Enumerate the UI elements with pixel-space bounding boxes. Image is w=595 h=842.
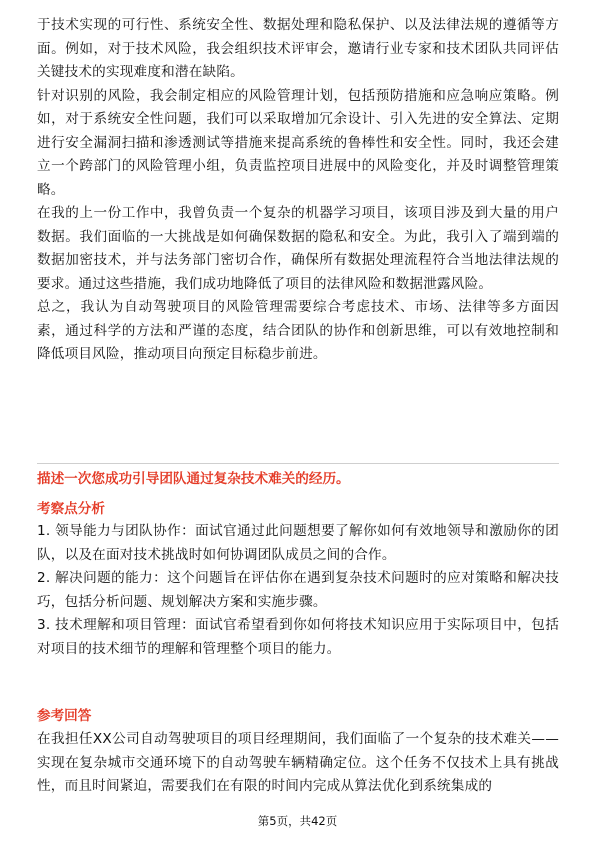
- answer-section: [37, 705, 559, 799]
- answer-text: 在我担任XX公司自动驾驶项目的项目经理期间，我们面临了一个复杂的技术难关——实现在复杂城市交通环境下的自动驾驶车辆精确定位。这个任务不仅技术上具有挑战性，而且时间紧迫，需要我们在有限的时间内完成从算法优化到系统集成的: [37, 731, 559, 794]
- section-divider: [37, 463, 559, 464]
- interview-question: 描述一次您成功引导团队通过复杂技术难关的经历。: [37, 471, 350, 487]
- body-paragraph: 于技术实现的可行性、系统安全性、数据处理和隐私保护、以及法律法规的遵循等方面。例如，对于技术风险，我会组织技术评审会，邀请行业专家和技术团队共同评估关键技术的实现难度和潜在缺陷。: [37, 17, 559, 80]
- analysis-section: [37, 498, 559, 661]
- answer-heading: 参考回答: [37, 708, 92, 724]
- page-number: 第5页，共42页: [257, 814, 338, 828]
- body-paragraph: 总之，我认为自动驾驶项目的风险管理需要综合考虑技术、市场、法律等多方面因素，通过科学的方法和严谨的态度，结合团队的协作和创新思维，可以有效地控制和降低项目风险，推动项目向预定目标稳步前进。: [37, 299, 559, 362]
- analysis-item: 2. 解决问题的能力：这个问题旨在评估你在遇到复杂技术问题时的应对策略和解决技巧，包括分析问题、规划解决方案和实施步骤。: [37, 570, 559, 610]
- analysis-item: 1. 领导能力与团队协作：面试官通过此问题想要了解你如何有效地领导和激励你的团队，以及在面对技术挑战时如何协调团队成员之间的合作。: [37, 523, 559, 563]
- analysis-heading: 考察点分析: [37, 501, 105, 517]
- analysis-item: 3. 技术理解和项目管理：面试官希望看到你如何将技术知识应用于实际项目中，包括对项目的技术细节的理解和管理整个项目的能力。: [37, 617, 559, 657]
- body-paragraph: 在我的上一份工作中，我曾负责一个复杂的机器学习项目，该项目涉及到大量的用户数据。我们面临的一大挑战是如何确保数据的隐私和安全。为此，我引入了端到端的数据加密技术，并与法务部门密切合作，确保所有数据处理流程符合当地法律法规的要求。通过这些措施，我们成功地降低了项目的法律风险和数据泄露风险。: [37, 205, 559, 292]
- analysis-list: [37, 520, 559, 661]
- body-text: [37, 14, 559, 367]
- body-paragraph: 针对识别的风险，我会制定相应的风险管理计划，包括预防措施和应急响应策略。例如，对于系统安全性问题，我们可以采取增加冗余设计、引入先进的安全算法、定期进行安全漏洞扫描和渗透测试等措施来提高系统的鲁棒性和安全性。同时，我还会建立一个跨部门的风险管理小组，负责监控项目进展中的风险变化，并及时调整管理策略。: [37, 87, 559, 198]
